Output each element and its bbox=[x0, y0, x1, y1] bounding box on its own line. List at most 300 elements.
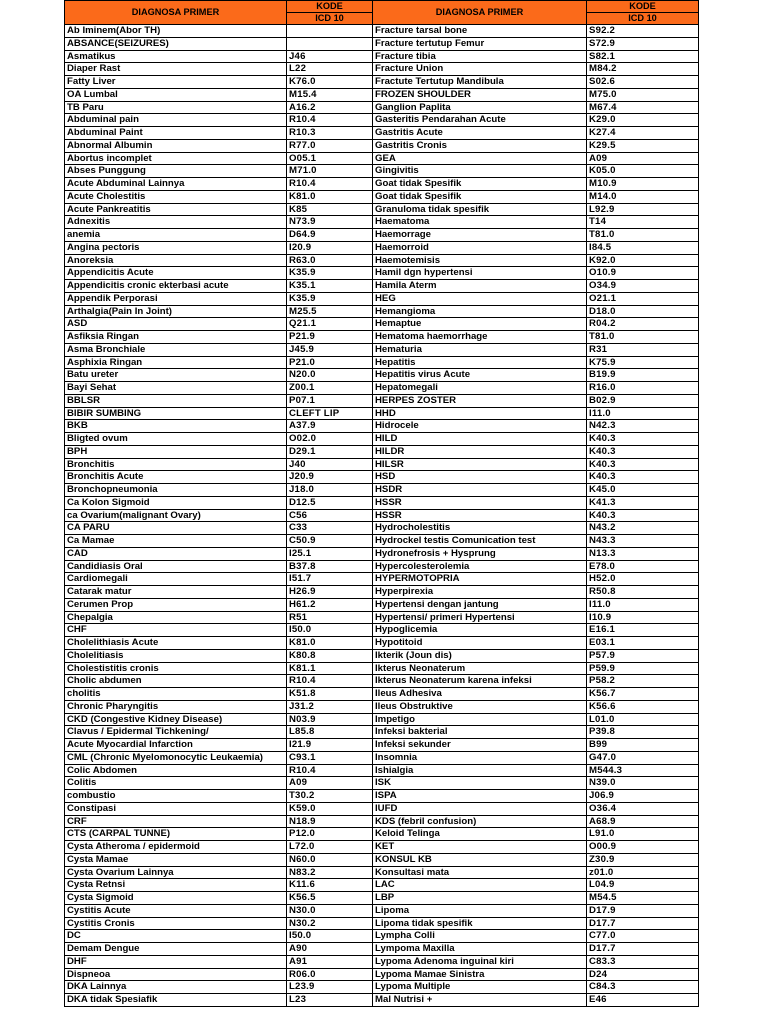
table-row bbox=[65, 955, 699, 968]
diagnosis-left-cell: Anoreksia bbox=[65, 254, 287, 267]
code-left-cell: O02.0 bbox=[287, 433, 373, 446]
diagnosis-right-cell: Ganglion Paplita bbox=[373, 101, 587, 114]
code-left-cell: K35.9 bbox=[287, 267, 373, 280]
table-row bbox=[65, 739, 699, 752]
diagnosis-left-cell: Cholelithiasis Acute bbox=[65, 637, 287, 650]
table-row bbox=[65, 598, 699, 611]
code-right-cell: K40.3 bbox=[587, 471, 699, 484]
diagnosis-right-cell: Lypoma Adenoma inguinal kiri bbox=[373, 955, 587, 968]
diagnosis-left-cell: Asfiksia Ringan bbox=[65, 331, 287, 344]
code-right-cell: I11.0 bbox=[587, 598, 699, 611]
code-left-cell: I51.7 bbox=[287, 573, 373, 586]
header-diagnosa-right: DIAGNOSA PRIMER bbox=[373, 1, 587, 25]
code-right-cell: G47.0 bbox=[587, 751, 699, 764]
code-right-cell: I11.0 bbox=[587, 407, 699, 420]
diagnosis-right-cell: Ishialgia bbox=[373, 764, 587, 777]
diagnosis-left-cell: Angina pectoris bbox=[65, 241, 287, 254]
diagnosis-left-cell: Cysta Sigmoid bbox=[65, 892, 287, 905]
diagnosis-right-cell: Goat tidak Spesifik bbox=[373, 190, 587, 203]
code-left-cell: K81.0 bbox=[287, 190, 373, 203]
diagnosis-right-cell: Hematuria bbox=[373, 343, 587, 356]
diagnosis-right-cell: Hemangioma bbox=[373, 305, 587, 318]
diagnosis-left-cell: DHF bbox=[65, 955, 287, 968]
diagnosis-left-cell: Appendicitis Acute bbox=[65, 267, 287, 280]
diagnosis-right-cell: HERPES ZOSTER bbox=[373, 394, 587, 407]
table-row bbox=[65, 662, 699, 675]
code-left-cell: D12.5 bbox=[287, 496, 373, 509]
table-row bbox=[65, 764, 699, 777]
table-row bbox=[65, 343, 699, 356]
code-left-cell: L22 bbox=[287, 63, 373, 76]
code-right-cell: K56.6 bbox=[587, 700, 699, 713]
code-left-cell: I50.0 bbox=[287, 624, 373, 637]
diagnosis-left-cell: Colic Abdomen bbox=[65, 764, 287, 777]
diagnosis-left-cell: Fatty Liver bbox=[65, 76, 287, 89]
code-right-cell: M75.0 bbox=[587, 88, 699, 101]
table-row bbox=[65, 700, 699, 713]
diagnosis-right-cell: HILSR bbox=[373, 458, 587, 471]
diagnosis-right-cell: HHD bbox=[373, 407, 587, 420]
diagnosis-right-cell: Fractute Tertutup Mandibula bbox=[373, 76, 587, 89]
diagnosis-right-cell: Konsultasi mata bbox=[373, 866, 587, 879]
diagnosis-left-cell: DKA tidak Spesiafik bbox=[65, 994, 287, 1007]
diagnosis-right-cell: Hamil dgn hypertensi bbox=[373, 267, 587, 280]
code-left-cell: J31.2 bbox=[287, 700, 373, 713]
table-row bbox=[65, 981, 699, 994]
code-left-cell: P21.9 bbox=[287, 331, 373, 344]
diagnosis-right-cell: LAC bbox=[373, 879, 587, 892]
code-right-cell: T81.0 bbox=[587, 229, 699, 242]
table-row bbox=[65, 139, 699, 152]
table-row bbox=[65, 586, 699, 599]
diagnosis-left-cell: Candidiasis Oral bbox=[65, 560, 287, 573]
code-left-cell: C93.1 bbox=[287, 751, 373, 764]
diagnosis-left-cell: Ab Iminem(Abor TH) bbox=[65, 25, 287, 38]
code-right-cell: D17.7 bbox=[587, 917, 699, 930]
code-left-cell: O05.1 bbox=[287, 152, 373, 165]
table-row bbox=[65, 394, 699, 407]
code-left-cell: H61.2 bbox=[287, 598, 373, 611]
code-right-cell: E46 bbox=[587, 994, 699, 1007]
diagnosis-right-cell: Hydrockel testis Comunication test bbox=[373, 535, 587, 548]
table-row bbox=[65, 547, 699, 560]
diagnosis-right-cell: Mal Nutrisi + bbox=[373, 994, 587, 1007]
diagnosis-left-cell: ca Ovarium(malignant Ovary) bbox=[65, 509, 287, 522]
code-left-cell: Q21.1 bbox=[287, 318, 373, 331]
code-right-cell: K45.0 bbox=[587, 484, 699, 497]
diagnosis-left-cell: Acute Myocardial Infarction bbox=[65, 739, 287, 752]
diagnosis-left-cell: Cystitis Cronis bbox=[65, 917, 287, 930]
code-left-cell: D64.9 bbox=[287, 229, 373, 242]
table-row bbox=[65, 267, 699, 280]
table-row bbox=[65, 879, 699, 892]
code-right-cell: E78.0 bbox=[587, 560, 699, 573]
table-row bbox=[65, 318, 699, 331]
table-row bbox=[65, 649, 699, 662]
table-row bbox=[65, 866, 699, 879]
diagnosis-left-cell: Abduminal Paint bbox=[65, 127, 287, 140]
table-header bbox=[65, 1, 699, 25]
diagnosis-left-cell: BKB bbox=[65, 420, 287, 433]
table-row bbox=[65, 382, 699, 395]
header-icd-right: ICD 10 bbox=[587, 13, 699, 25]
code-right-cell: P57.9 bbox=[587, 649, 699, 662]
diagnosis-right-cell: HILD bbox=[373, 433, 587, 446]
code-left-cell: J46 bbox=[287, 50, 373, 63]
table-row bbox=[65, 445, 699, 458]
diagnosis-left-cell: Abortus incomplet bbox=[65, 152, 287, 165]
code-right-cell: B19.9 bbox=[587, 369, 699, 382]
diagnosis-left-cell: Bligted ovum bbox=[65, 433, 287, 446]
code-right-cell: J06.9 bbox=[587, 790, 699, 803]
diagnosis-left-cell: Cholestistitis cronis bbox=[65, 662, 287, 675]
code-right-cell: I10.9 bbox=[587, 611, 699, 624]
diagnosis-right-cell: Hepatomegali bbox=[373, 382, 587, 395]
diagnosis-left-cell: Cysta Ovarium Lainnya bbox=[65, 866, 287, 879]
table-row bbox=[65, 904, 699, 917]
code-left-cell: N73.9 bbox=[287, 216, 373, 229]
code-left-cell: I20.9 bbox=[287, 241, 373, 254]
diagnosis-right-cell: KONSUL KB bbox=[373, 853, 587, 866]
table-row bbox=[65, 216, 699, 229]
code-left-cell: P07.1 bbox=[287, 394, 373, 407]
diagnosis-left-cell: Dispneoa bbox=[65, 968, 287, 981]
code-right-cell: P39.8 bbox=[587, 726, 699, 739]
diagnosis-left-cell: Acute Cholestitis bbox=[65, 190, 287, 203]
diagnosis-left-cell: Appendicitis cronic ekterbasi acute bbox=[65, 280, 287, 293]
diagnosis-left-cell: Bronchitis bbox=[65, 458, 287, 471]
table-row bbox=[65, 369, 699, 382]
diagnosis-left-cell: Arthalgia(Pain In Joint) bbox=[65, 305, 287, 318]
diagnosis-left-cell: Cysta Retnsi bbox=[65, 879, 287, 892]
code-right-cell: K29.0 bbox=[587, 114, 699, 127]
diagnosis-right-cell: Hepatitis virus Acute bbox=[373, 369, 587, 382]
table-row bbox=[65, 25, 699, 38]
diagnosis-right-cell: Hypertensi dengan jantung bbox=[373, 598, 587, 611]
code-right-cell: T81.0 bbox=[587, 331, 699, 344]
diagnosis-right-cell: Ikterus Neonaterum karena infeksi bbox=[373, 675, 587, 688]
header-icd-left: ICD 10 bbox=[287, 13, 373, 25]
diagnosis-left-cell: Bronchitis Acute bbox=[65, 471, 287, 484]
code-left-cell: A91 bbox=[287, 955, 373, 968]
code-right-cell: R04.2 bbox=[587, 318, 699, 331]
code-right-cell: Z30.9 bbox=[587, 853, 699, 866]
diagnosis-right-cell: Lympoma Maxilla bbox=[373, 943, 587, 956]
code-left-cell: J40 bbox=[287, 458, 373, 471]
code-left-cell: R10.4 bbox=[287, 675, 373, 688]
diagnosis-left-cell: Asma Bronchiale bbox=[65, 343, 287, 356]
diagnosis-right-cell: IUFD bbox=[373, 802, 587, 815]
code-left-cell: C50.9 bbox=[287, 535, 373, 548]
diagnosis-left-cell: Batu ureter bbox=[65, 369, 287, 382]
diagnosis-left-cell: Bayi Sehat bbox=[65, 382, 287, 395]
diagnosis-left-cell: DKA Lainnya bbox=[65, 981, 287, 994]
table-row bbox=[65, 203, 699, 216]
code-right-cell: S82.1 bbox=[587, 50, 699, 63]
diagnosis-right-cell: Infeksi sekunder bbox=[373, 739, 587, 752]
diagnosis-left-cell: Cholelitiasis bbox=[65, 649, 287, 662]
diagnosis-left-cell: Abduminal pain bbox=[65, 114, 287, 127]
table-row bbox=[65, 675, 699, 688]
code-right-cell: S72.9 bbox=[587, 37, 699, 50]
table-row bbox=[65, 777, 699, 790]
diagnosis-right-cell: Hydrocholestitis bbox=[373, 522, 587, 535]
table-row bbox=[65, 127, 699, 140]
table-row bbox=[65, 433, 699, 446]
table-row bbox=[65, 471, 699, 484]
code-right-cell: R31 bbox=[587, 343, 699, 356]
diagnosis-left-cell: CRF bbox=[65, 815, 287, 828]
code-left-cell: N18.9 bbox=[287, 815, 373, 828]
diagnosis-right-cell: Insomnia bbox=[373, 751, 587, 764]
diagnosis-left-cell: TB Paru bbox=[65, 101, 287, 114]
code-left-cell bbox=[287, 37, 373, 50]
diagnosis-left-cell: Cystitis Acute bbox=[65, 904, 287, 917]
diagnosis-left-cell: Appendik Perporasi bbox=[65, 292, 287, 305]
diagnosis-left-cell: Constipasi bbox=[65, 802, 287, 815]
code-right-cell: D17.9 bbox=[587, 904, 699, 917]
diagnosis-left-cell: Demam Dengue bbox=[65, 943, 287, 956]
code-left-cell: K85 bbox=[287, 203, 373, 216]
code-right-cell: H52.0 bbox=[587, 573, 699, 586]
table-row bbox=[65, 37, 699, 50]
code-left-cell: K35.1 bbox=[287, 280, 373, 293]
table-row bbox=[65, 114, 699, 127]
diagnosis-left-cell: Abses Punggung bbox=[65, 165, 287, 178]
diagnosis-right-cell: Fracture tertutup Femur bbox=[373, 37, 587, 50]
table-row bbox=[65, 637, 699, 650]
diagnosis-left-cell: Clavus / Epidermal Tichkening/ bbox=[65, 726, 287, 739]
diagnosis-right-cell: Granuloma tidak spesifik bbox=[373, 203, 587, 216]
code-left-cell: CLEFT LIP bbox=[287, 407, 373, 420]
diagnosis-left-cell: Adnexitis bbox=[65, 216, 287, 229]
diagnosis-right-cell: Ikterus Neonaterum bbox=[373, 662, 587, 675]
code-left-cell: P21.0 bbox=[287, 356, 373, 369]
diagnosis-right-cell: ISPA bbox=[373, 790, 587, 803]
code-right-cell: D18.0 bbox=[587, 305, 699, 318]
code-right-cell: O34.9 bbox=[587, 280, 699, 293]
code-left-cell bbox=[287, 25, 373, 38]
table-row bbox=[65, 63, 699, 76]
code-right-cell: K56.7 bbox=[587, 688, 699, 701]
diagnosis-right-cell: Ileus Obstruktive bbox=[373, 700, 587, 713]
table-row bbox=[65, 331, 699, 344]
diagnosis-right-cell: Keloid Telinga bbox=[373, 828, 587, 841]
code-left-cell: R06.0 bbox=[287, 968, 373, 981]
diagnosis-right-cell: Haemorroid bbox=[373, 241, 587, 254]
diagnosis-left-cell: Asmatikus bbox=[65, 50, 287, 63]
diagnosis-left-cell: BPH bbox=[65, 445, 287, 458]
code-left-cell: R63.0 bbox=[287, 254, 373, 267]
diagnosis-left-cell: Ca Mamae bbox=[65, 535, 287, 548]
code-right-cell: M67.4 bbox=[587, 101, 699, 114]
code-left-cell: M25.5 bbox=[287, 305, 373, 318]
diagnosis-left-cell: Cardiomegali bbox=[65, 573, 287, 586]
code-right-cell: O21.1 bbox=[587, 292, 699, 305]
diagnosis-left-cell: CAD bbox=[65, 547, 287, 560]
table-row bbox=[65, 420, 699, 433]
diagnosis-left-cell: CKD (Congestive Kidney Disease) bbox=[65, 713, 287, 726]
code-left-cell: K76.0 bbox=[287, 76, 373, 89]
diagnosis-right-cell: Haematoma bbox=[373, 216, 587, 229]
code-right-cell: O10.9 bbox=[587, 267, 699, 280]
code-left-cell: K11.6 bbox=[287, 879, 373, 892]
code-right-cell: K41.3 bbox=[587, 496, 699, 509]
code-left-cell: J20.9 bbox=[287, 471, 373, 484]
code-right-cell: I84.5 bbox=[587, 241, 699, 254]
diagnosis-right-cell: Hypoglicemia bbox=[373, 624, 587, 637]
code-left-cell: I21.9 bbox=[287, 739, 373, 752]
diagnosis-left-cell: BIBIR SUMBING bbox=[65, 407, 287, 420]
code-left-cell: T30.2 bbox=[287, 790, 373, 803]
table-row bbox=[65, 292, 699, 305]
code-left-cell: R10.4 bbox=[287, 114, 373, 127]
diagnosis-right-cell: Hyperpirexia bbox=[373, 586, 587, 599]
table-row bbox=[65, 458, 699, 471]
diagnosis-right-cell: Gastritis Cronis bbox=[373, 139, 587, 152]
table-row bbox=[65, 994, 699, 1007]
code-left-cell: M71.0 bbox=[287, 165, 373, 178]
diagnosis-right-cell: Goat tidak Spesifik bbox=[373, 178, 587, 191]
diagnosis-right-cell: Lypoma Multiple bbox=[373, 981, 587, 994]
diagnosis-right-cell: HSSR bbox=[373, 509, 587, 522]
diagnosis-right-cell: LBP bbox=[373, 892, 587, 905]
table-row bbox=[65, 280, 699, 293]
table-row bbox=[65, 152, 699, 165]
code-left-cell: N20.0 bbox=[287, 369, 373, 382]
diagnosis-right-cell: KDS (febril confusion) bbox=[373, 815, 587, 828]
table-row bbox=[65, 815, 699, 828]
diagnosis-left-cell: Acute Pankreatitis bbox=[65, 203, 287, 216]
diagnosis-right-cell: HSD bbox=[373, 471, 587, 484]
diagnosis-left-cell: ABSANCE(SEIZURES) bbox=[65, 37, 287, 50]
code-left-cell: M15.4 bbox=[287, 88, 373, 101]
code-right-cell: K29.5 bbox=[587, 139, 699, 152]
code-right-cell: K40.3 bbox=[587, 458, 699, 471]
diagnosis-right-cell: HSDR bbox=[373, 484, 587, 497]
diagnosis-right-cell: HILDR bbox=[373, 445, 587, 458]
code-right-cell: P59.9 bbox=[587, 662, 699, 675]
code-right-cell: S92.2 bbox=[587, 25, 699, 38]
code-left-cell: N60.0 bbox=[287, 853, 373, 866]
diagnosis-left-cell: OA Lumbal bbox=[65, 88, 287, 101]
table-row bbox=[65, 305, 699, 318]
diagnosis-right-cell: Gasteritis Pendarahan Acute bbox=[373, 114, 587, 127]
diagnosis-left-cell: Cysta Mamae bbox=[65, 853, 287, 866]
header-kode-left: KODE bbox=[287, 1, 373, 13]
diagnosis-left-cell: anemia bbox=[65, 229, 287, 242]
code-left-cell: R51 bbox=[287, 611, 373, 624]
diagnosis-left-cell: Catarak matur bbox=[65, 586, 287, 599]
table-row bbox=[65, 50, 699, 63]
code-right-cell: K40.3 bbox=[587, 433, 699, 446]
code-right-cell: K27.4 bbox=[587, 127, 699, 140]
diagnosis-left-cell: DC bbox=[65, 930, 287, 943]
code-left-cell: P12.0 bbox=[287, 828, 373, 841]
code-right-cell: M544.3 bbox=[587, 764, 699, 777]
code-right-cell: L01.0 bbox=[587, 713, 699, 726]
diagnosis-right-cell: Fracture tarsal bone bbox=[373, 25, 587, 38]
code-right-cell: M14.0 bbox=[587, 190, 699, 203]
diagnosis-left-cell: combustio bbox=[65, 790, 287, 803]
diagnosis-right-cell: Hypercolesterolemia bbox=[373, 560, 587, 573]
diagnosis-right-cell: Hamila Aterm bbox=[373, 280, 587, 293]
code-right-cell: N13.3 bbox=[587, 547, 699, 560]
code-right-cell: P58.2 bbox=[587, 675, 699, 688]
code-left-cell: Z00.1 bbox=[287, 382, 373, 395]
code-right-cell: N39.0 bbox=[587, 777, 699, 790]
diagnosis-right-cell: KET bbox=[373, 841, 587, 854]
code-left-cell: A90 bbox=[287, 943, 373, 956]
code-left-cell: D29.1 bbox=[287, 445, 373, 458]
code-right-cell: B02.9 bbox=[587, 394, 699, 407]
diagnosis-right-cell: Lympha Colli bbox=[373, 930, 587, 943]
diagnosis-right-cell: Hemaptue bbox=[373, 318, 587, 331]
table-row bbox=[65, 229, 699, 242]
table-row bbox=[65, 254, 699, 267]
table-row bbox=[65, 892, 699, 905]
code-right-cell: L91.0 bbox=[587, 828, 699, 841]
table-row bbox=[65, 688, 699, 701]
table-row bbox=[65, 802, 699, 815]
diagnosis-left-cell: Cerumen Prop bbox=[65, 598, 287, 611]
code-right-cell: E16.1 bbox=[587, 624, 699, 637]
code-left-cell: K35.9 bbox=[287, 292, 373, 305]
code-left-cell: C56 bbox=[287, 509, 373, 522]
diagnosis-right-cell: Fracture Union bbox=[373, 63, 587, 76]
diagnosis-left-cell: Diaper Rast bbox=[65, 63, 287, 76]
diagnosis-left-cell: Bronchopneumonia bbox=[65, 484, 287, 497]
diagnosis-right-cell: Haemorrage bbox=[373, 229, 587, 242]
code-right-cell: L04.9 bbox=[587, 879, 699, 892]
diagnosis-right-cell: ISK bbox=[373, 777, 587, 790]
code-right-cell: C77.0 bbox=[587, 930, 699, 943]
table-row bbox=[65, 917, 699, 930]
code-left-cell: K81.0 bbox=[287, 637, 373, 650]
code-right-cell: z01.0 bbox=[587, 866, 699, 879]
diagnosis-left-cell: CHF bbox=[65, 624, 287, 637]
diagnosis-left-cell: Chronic Pharyngitis bbox=[65, 700, 287, 713]
diagnosis-right-cell: Hypertensi/ primeri Hypertensi bbox=[373, 611, 587, 624]
table-row bbox=[65, 624, 699, 637]
table-row bbox=[65, 726, 699, 739]
code-right-cell: D17.7 bbox=[587, 943, 699, 956]
header-diagnosa-left: DIAGNOSA PRIMER bbox=[65, 1, 287, 25]
table-row bbox=[65, 165, 699, 178]
diagnosis-right-cell: Lipoma bbox=[373, 904, 587, 917]
diagnosis-right-cell: Haemotemisis bbox=[373, 254, 587, 267]
diagnosis-left-cell: cholitis bbox=[65, 688, 287, 701]
table-row bbox=[65, 178, 699, 191]
code-left-cell: I25.1 bbox=[287, 547, 373, 560]
diagnosis-left-cell: Abnormal Albumin bbox=[65, 139, 287, 152]
table-row bbox=[65, 828, 699, 841]
code-right-cell: A68.9 bbox=[587, 815, 699, 828]
table-row bbox=[65, 943, 699, 956]
diagnosis-code-table bbox=[64, 0, 699, 1007]
header-kode-right: KODE bbox=[587, 1, 699, 13]
code-right-cell: R50.8 bbox=[587, 586, 699, 599]
table-row bbox=[65, 751, 699, 764]
code-left-cell: K59.0 bbox=[287, 802, 373, 815]
code-right-cell: K40.3 bbox=[587, 445, 699, 458]
table-row bbox=[65, 841, 699, 854]
code-left-cell: A09 bbox=[287, 777, 373, 790]
diagnosis-left-cell: CTS (CARPAL TUNNE) bbox=[65, 828, 287, 841]
diagnosis-right-cell: Hematoma haemorrhage bbox=[373, 331, 587, 344]
table-row bbox=[65, 484, 699, 497]
code-right-cell: C83.3 bbox=[587, 955, 699, 968]
